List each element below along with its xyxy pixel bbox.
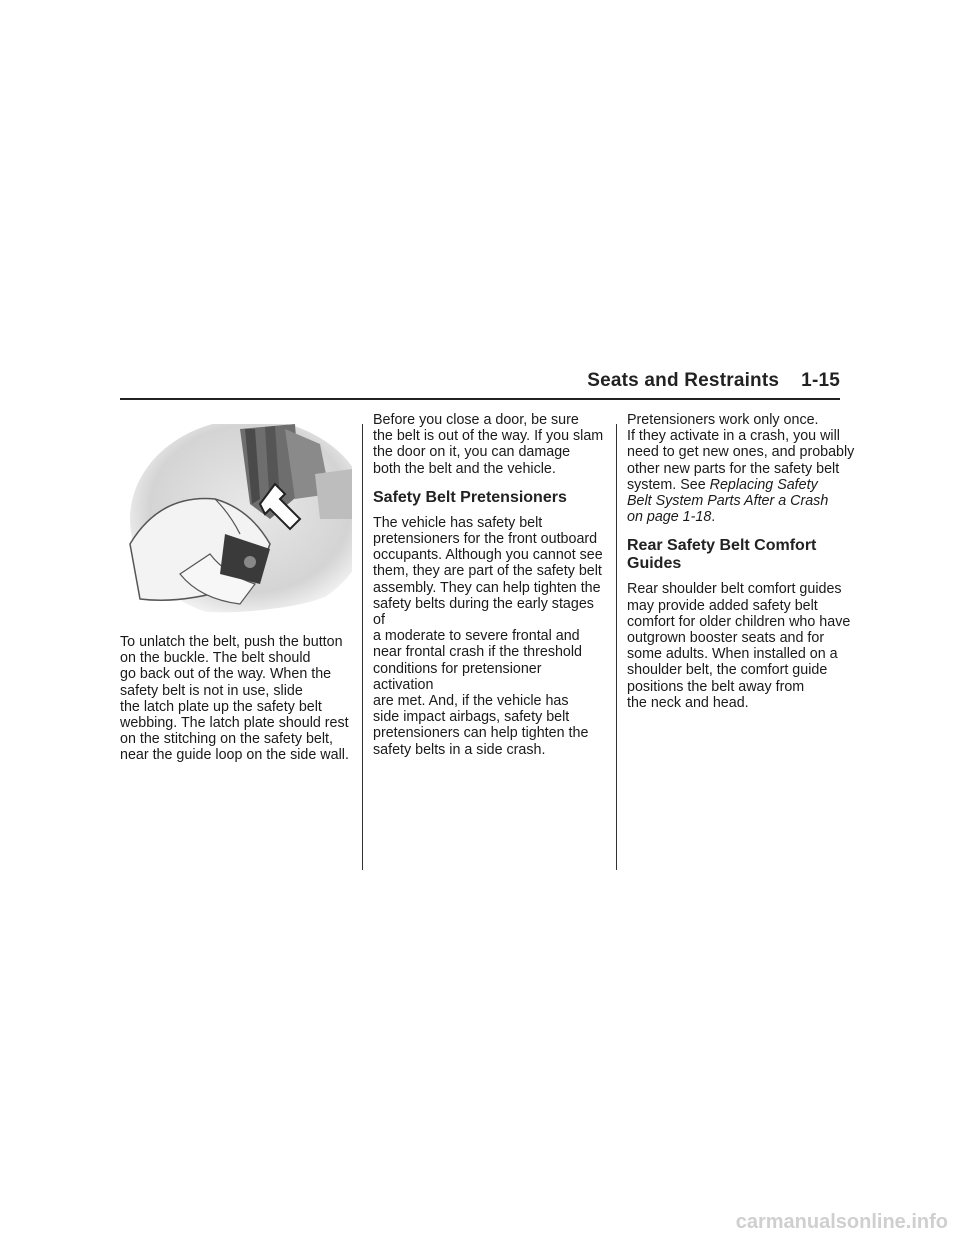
pretensioners-paragraph: The vehicle has safety belt pretensioners for the front outboard occupants. Although you cannot see them, they are part of the safety belt assembly. They can help tighten the safety belts during the early stages of a moderate to severe frontal and near frontal crash if the threshold conditions for pretensioner activation are met. And, if the vehicle has side impact airbags, safety belt pretensioners can help tighten the safety belts in a side crash. bbox=[373, 514, 603, 758]
section-title: Seats and Restraints bbox=[587, 370, 780, 391]
replacing-parts-link[interactable]: Replacing Safety Belt System Parts After a Crash on page 1-18 bbox=[627, 476, 829, 526]
column-2 bbox=[373, 412, 605, 758]
column-3 bbox=[627, 412, 859, 711]
page-header bbox=[120, 366, 840, 400]
unlatch-paragraph: To unlatch the belt, push the button on the buckle. The belt should go back out of the way. When the safety belt is not in use, slide the latch plate up the safety belt webbing. The latch plate should rest on the stitching on the safety belt, near the guide loop on the side wall. bbox=[120, 634, 349, 764]
page-number: 1-15 bbox=[801, 370, 840, 391]
work-once-paragraph bbox=[627, 412, 859, 525]
column-divider-2 bbox=[616, 424, 617, 870]
comfort-guides-paragraph: Rear shoulder belt comfort guides may provide added safety belt comfort for older children who have outgrown booster seats and for some adults. When installed on a shoulder belt, the comfort guide positions the belt away from the neck and head. bbox=[627, 581, 851, 711]
header-title bbox=[587, 370, 840, 392]
pretensioners-heading: Safety Belt Pretensioners bbox=[373, 488, 567, 506]
column-1 bbox=[120, 412, 352, 764]
comfort-guides-heading: Rear Safety Belt Comfort Guides bbox=[627, 537, 817, 573]
belt-buckle-illustration bbox=[120, 424, 352, 624]
column-divider-1 bbox=[362, 424, 363, 870]
work-once-text: Pretensioners work only once. If they activate in a crash, you will need to get new ones, and probably other new parts for the safety belt system. See bbox=[627, 412, 855, 493]
work-once-end: . bbox=[711, 509, 716, 526]
door-paragraph: Before you close a door, be sure the belt is out of the way. If you slam the door on it, you can damage both the belt and the vehicle. bbox=[373, 412, 604, 477]
watermark: carmanualsonline.info bbox=[735, 1211, 948, 1233]
